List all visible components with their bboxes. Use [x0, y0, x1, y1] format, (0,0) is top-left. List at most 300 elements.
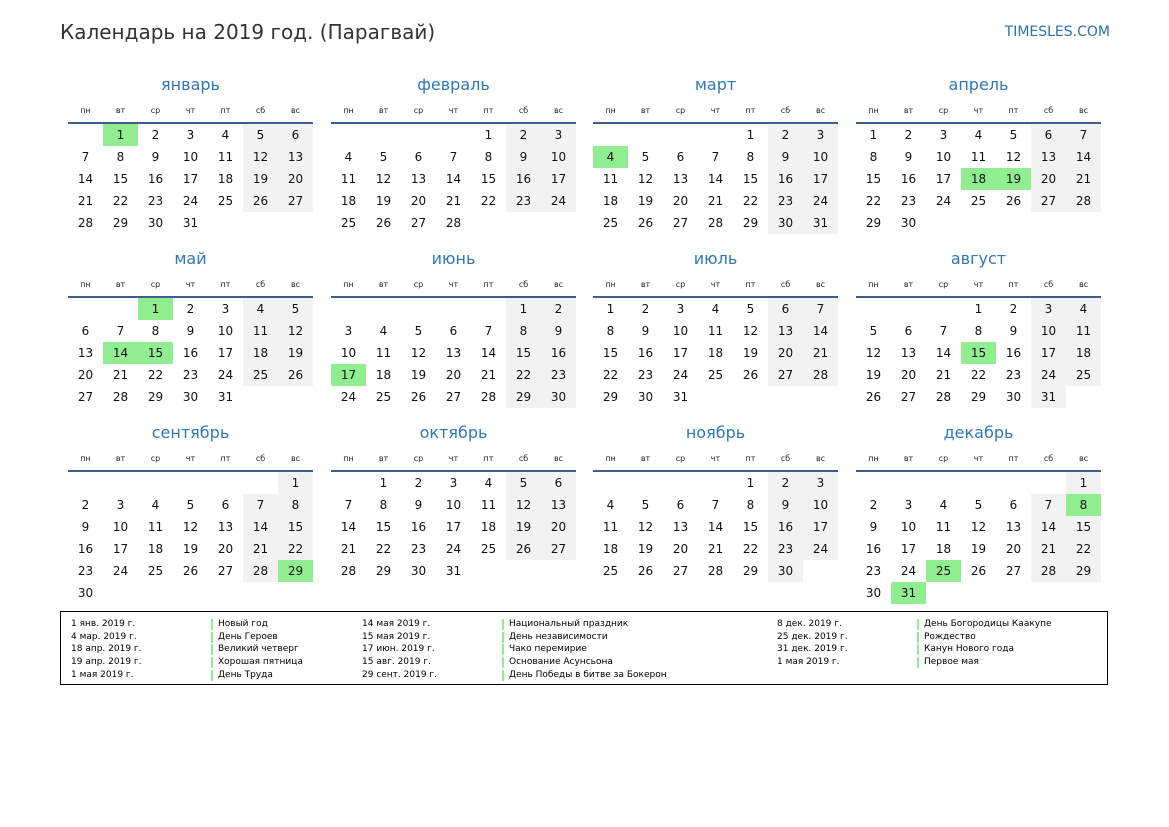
weekday-label: чт: [710, 106, 721, 115]
day-cell: 9: [1009, 324, 1018, 338]
day-cell: 23: [410, 542, 427, 556]
legend-date: 14 мая 2019 г.: [362, 619, 431, 629]
day-cell: 7: [116, 324, 125, 338]
weekday-label: чт: [710, 280, 721, 289]
weekday-label: вт: [640, 280, 651, 289]
day-cell: 1: [506, 298, 541, 320]
day-cell: 6: [1031, 124, 1066, 146]
day-cell: 12: [182, 520, 199, 534]
day-cell: 12: [970, 520, 987, 534]
day-cell: 10: [935, 150, 952, 164]
day-cell: 27: [900, 390, 917, 404]
day-cell: 31: [891, 582, 926, 604]
day-cell: 26: [637, 216, 654, 230]
day-cell: 24: [445, 542, 462, 556]
day-cell: 15: [112, 172, 129, 186]
weekday-label: ср: [675, 280, 686, 289]
day-cell: 26: [970, 564, 987, 578]
day-cell: 9: [869, 520, 878, 534]
day-cell: 8: [116, 150, 125, 164]
day-cell: 3: [939, 128, 948, 142]
day-cell: 21: [1066, 168, 1101, 190]
empty-cell: [628, 472, 663, 494]
legend-item: [777, 618, 1052, 631]
day-grid: [331, 124, 576, 234]
weekday-header: [331, 448, 576, 472]
day-cell: 13: [217, 520, 234, 534]
weekday-label: пт: [1008, 454, 1019, 463]
day-cell: 10: [1031, 320, 1066, 342]
day-cell: 18: [602, 194, 619, 208]
empty-cell: [698, 472, 733, 494]
day-cell: 2: [414, 476, 423, 490]
weekday-label: вс: [815, 454, 826, 463]
day-grid: [856, 298, 1101, 408]
holiday-marker: [502, 657, 504, 668]
legend-item: [71, 669, 303, 682]
empty-cell: [856, 298, 891, 320]
day-cell: 18: [147, 542, 164, 556]
day-cell: 15: [506, 342, 541, 364]
month-9: [68, 418, 313, 604]
weekday-label: ср: [938, 106, 949, 115]
day-cell: 31: [672, 390, 689, 404]
day-cell: 9: [768, 146, 803, 168]
weekday-header: [856, 100, 1101, 124]
day-cell: 24: [935, 194, 952, 208]
day-cell: 8: [484, 150, 493, 164]
day-cell: 21: [480, 368, 497, 382]
weekday-label: сб: [1043, 280, 1054, 289]
day-cell: 23: [768, 538, 803, 560]
weekday-label: чт: [448, 106, 459, 115]
month-11: [593, 418, 838, 582]
day-cell: 31: [445, 564, 462, 578]
day-cell: 13: [672, 520, 689, 534]
day-cell: 26: [506, 538, 541, 560]
weekday-label: пн: [80, 106, 91, 115]
day-cell: 6: [81, 324, 90, 338]
day-cell: 21: [243, 538, 278, 560]
day-cell: 26: [243, 190, 278, 212]
day-cell: 22: [1066, 538, 1101, 560]
day-cell: 15: [865, 172, 882, 186]
day-cell: 18: [1066, 342, 1101, 364]
day-cell: 9: [768, 494, 803, 516]
day-cell: 3: [1031, 298, 1066, 320]
legend-item: [362, 643, 667, 656]
day-cell: 7: [344, 498, 353, 512]
day-cell: 14: [935, 346, 952, 360]
empty-cell: [856, 472, 891, 494]
empty-cell: [891, 298, 926, 320]
empty-cell: [593, 472, 628, 494]
day-cell: 16: [147, 172, 164, 186]
day-cell: 10: [445, 498, 462, 512]
day-cell: 13: [1005, 520, 1022, 534]
day-cell: 19: [637, 542, 654, 556]
empty-cell: [68, 298, 103, 320]
day-cell: 5: [278, 298, 313, 320]
weekday-label: вт: [115, 280, 126, 289]
day-cell: 7: [484, 324, 493, 338]
day-cell: 17: [935, 172, 952, 186]
weekday-header: [593, 448, 838, 472]
day-cell: 4: [1066, 298, 1101, 320]
day-cell: 19: [182, 542, 199, 556]
legend-item: [362, 618, 667, 631]
month-title: май: [174, 249, 207, 268]
day-cell: 5: [414, 324, 423, 338]
day-grid: [68, 298, 313, 408]
holiday-marker: [211, 657, 213, 668]
day-cell: 30: [410, 564, 427, 578]
day-grid: [331, 298, 576, 408]
day-cell: 24: [112, 564, 129, 578]
day-cell: 21: [112, 368, 129, 382]
day-cell: 30: [147, 216, 164, 230]
legend-item: [71, 631, 303, 644]
day-cell: 3: [449, 476, 458, 490]
day-cell: 18: [935, 542, 952, 556]
weekday-label: вт: [640, 106, 651, 115]
legend-column: [362, 618, 667, 681]
day-cell: 14: [1066, 146, 1101, 168]
day-cell: 21: [1031, 538, 1066, 560]
month-title: февраль: [417, 75, 490, 94]
day-cell: 23: [900, 194, 917, 208]
day-cell: 13: [672, 172, 689, 186]
day-cell: 7: [711, 150, 720, 164]
day-cell: 29: [278, 560, 313, 582]
weekday-label: ср: [413, 280, 424, 289]
day-cell: 31: [803, 212, 838, 234]
day-cell: 7: [243, 494, 278, 516]
day-cell: 24: [217, 368, 234, 382]
weekday-label: пт: [745, 106, 756, 115]
holiday-marker: [917, 632, 919, 643]
day-cell: 30: [77, 586, 94, 600]
day-cell: 24: [541, 190, 576, 212]
legend-item: [777, 643, 1052, 656]
day-cell: 30: [768, 560, 803, 582]
day-grid: [593, 298, 838, 408]
day-cell: 25: [602, 564, 619, 578]
day-cell: 4: [344, 150, 353, 164]
day-cell: 6: [676, 150, 685, 164]
day-cell: 3: [904, 498, 913, 512]
day-cell: 17: [217, 346, 234, 360]
weekday-label: ср: [150, 280, 161, 289]
empty-cell: [331, 472, 366, 494]
day-cell: 13: [541, 494, 576, 516]
weekday-label: пт: [483, 454, 494, 463]
day-cell: 10: [900, 520, 917, 534]
legend-holiday-name: Новый год: [218, 619, 268, 629]
legend-date: 15 авг. 2019 г.: [362, 657, 431, 668]
month-title: июнь: [431, 249, 476, 268]
holiday-legend: [60, 611, 1108, 685]
day-cell: 8: [278, 494, 313, 516]
day-cell: 7: [1031, 494, 1066, 516]
day-grid: [331, 472, 576, 582]
holiday-marker: [502, 644, 504, 655]
weekday-label: сб: [255, 280, 266, 289]
weekday-label: ср: [675, 106, 686, 115]
empty-cell: [593, 124, 628, 146]
day-cell: 26: [865, 390, 882, 404]
day-cell: 3: [116, 498, 125, 512]
brand-link[interactable]: TIMESLES.COM: [1004, 24, 1110, 40]
day-cell: 23: [506, 190, 541, 212]
weekday-label: вс: [553, 106, 564, 115]
day-cell: 9: [186, 324, 195, 338]
legend-item: [777, 656, 1052, 669]
day-cell: 12: [410, 346, 427, 360]
day-cell: 28: [112, 390, 129, 404]
day-cell: 7: [81, 150, 90, 164]
month-12: [856, 418, 1101, 604]
day-cell: 3: [541, 124, 576, 146]
day-cell: 27: [768, 364, 803, 386]
weekday-label: вт: [115, 106, 126, 115]
day-cell: 27: [1005, 564, 1022, 578]
weekday-label: чт: [973, 280, 984, 289]
weekday-label: ср: [938, 280, 949, 289]
weekday-label: вс: [815, 106, 826, 115]
day-cell: 20: [445, 368, 462, 382]
weekday-label: вс: [815, 280, 826, 289]
legend-holiday-name: Чако перемирие: [509, 644, 587, 655]
day-cell: 19: [243, 168, 278, 190]
weekday-label: вт: [903, 106, 914, 115]
day-cell: 5: [974, 498, 983, 512]
day-cell: 25: [147, 564, 164, 578]
weekday-header: [593, 274, 838, 298]
holiday-marker: [211, 632, 213, 643]
day-cell: 11: [375, 346, 392, 360]
day-cell: 4: [221, 128, 230, 142]
day-cell: 1: [746, 128, 755, 142]
day-cell: 24: [182, 194, 199, 208]
day-cell: 25: [707, 368, 724, 382]
legend-holiday-name: День независимости: [509, 631, 608, 642]
day-cell: 9: [541, 320, 576, 342]
month-3: [593, 70, 838, 234]
day-cell: 18: [707, 346, 724, 360]
weekday-label: сб: [780, 454, 791, 463]
day-cell: 5: [641, 150, 650, 164]
weekday-label: чт: [973, 454, 984, 463]
weekday-label: вт: [378, 280, 389, 289]
month-5: [68, 244, 313, 408]
weekday-label: ср: [413, 454, 424, 463]
weekday-label: пн: [868, 280, 879, 289]
day-cell: 31: [1031, 386, 1066, 408]
day-cell: 19: [637, 194, 654, 208]
legend-item: [362, 669, 667, 682]
weekday-header: [68, 100, 313, 124]
day-cell: 5: [506, 472, 541, 494]
day-cell: 29: [112, 216, 129, 230]
day-cell: 4: [974, 128, 983, 142]
day-cell: 16: [77, 542, 94, 556]
day-cell: 9: [414, 498, 423, 512]
day-cell: 6: [278, 124, 313, 146]
day-cell: 19: [742, 346, 759, 360]
day-cell: 21: [340, 542, 357, 556]
day-cell: 12: [637, 172, 654, 186]
weekday-label: пт: [220, 454, 231, 463]
day-cell: 8: [1066, 494, 1101, 516]
day-cell: 26: [375, 216, 392, 230]
day-cell: 10: [182, 150, 199, 164]
weekday-label: вт: [903, 454, 914, 463]
day-cell: 25: [480, 542, 497, 556]
page-title: Календарь на 2019 год. (Парагвай): [60, 20, 436, 44]
day-cell: 27: [672, 564, 689, 578]
day-cell: 26: [410, 390, 427, 404]
day-cell: 29: [1066, 560, 1101, 582]
day-cell: 25: [1066, 364, 1101, 386]
month-1: [68, 70, 313, 234]
day-cell: 20: [1031, 168, 1066, 190]
day-cell: 14: [445, 172, 462, 186]
day-cell: 28: [935, 390, 952, 404]
day-cell: 13: [1031, 146, 1066, 168]
day-cell: 1: [869, 128, 878, 142]
weekday-label: пт: [483, 106, 494, 115]
weekday-label: сб: [255, 106, 266, 115]
legend-holiday-name: День Труда: [218, 669, 273, 680]
month-title: апрель: [948, 75, 1009, 94]
weekday-label: пт: [483, 280, 494, 289]
day-cell: 18: [217, 172, 234, 186]
weekday-label: ср: [675, 454, 686, 463]
day-cell: 27: [1031, 190, 1066, 212]
day-cell: 22: [742, 194, 759, 208]
day-cell: 13: [278, 146, 313, 168]
legend-date: 8 дек. 2019 г.: [777, 619, 842, 629]
day-cell: 18: [375, 368, 392, 382]
holiday-marker: [917, 619, 919, 630]
day-cell: 22: [602, 368, 619, 382]
day-cell: 2: [904, 128, 913, 142]
day-cell: 10: [803, 146, 838, 168]
day-cell: 14: [103, 342, 138, 364]
legend-column: [777, 618, 1052, 669]
empty-cell: [243, 472, 278, 494]
day-cell: 17: [331, 364, 366, 386]
holiday-marker: [502, 670, 504, 681]
day-cell: 16: [506, 168, 541, 190]
day-cell: 18: [961, 168, 996, 190]
month-title: март: [694, 75, 737, 94]
day-cell: 16: [768, 516, 803, 538]
day-cell: 27: [541, 538, 576, 560]
day-cell: 7: [803, 298, 838, 320]
day-cell: 15: [961, 342, 996, 364]
day-cell: 22: [278, 538, 313, 560]
day-cell: 10: [541, 146, 576, 168]
day-cell: 20: [672, 542, 689, 556]
empty-cell: [68, 472, 103, 494]
day-cell: 6: [1009, 498, 1018, 512]
day-cell: 14: [803, 320, 838, 342]
weekday-label: вс: [1078, 454, 1089, 463]
legend-holiday-name: Рождество: [924, 631, 976, 642]
holiday-marker: [211, 670, 213, 681]
day-cell: 4: [484, 476, 493, 490]
day-cell: 18: [602, 542, 619, 556]
weekday-label: сб: [518, 454, 529, 463]
day-cell: 17: [803, 516, 838, 538]
weekday-label: чт: [973, 106, 984, 115]
day-cell: 25: [970, 194, 987, 208]
weekday-label: пт: [745, 454, 756, 463]
day-cell: 12: [243, 146, 278, 168]
day-cell: 15: [138, 342, 173, 364]
day-cell: 29: [375, 564, 392, 578]
day-cell: 9: [904, 150, 913, 164]
day-cell: 16: [637, 346, 654, 360]
legend-item: [71, 618, 303, 631]
day-cell: 27: [278, 190, 313, 212]
day-cell: 15: [480, 172, 497, 186]
month-8: [856, 244, 1101, 408]
day-cell: 2: [768, 124, 803, 146]
day-cell: 16: [1005, 346, 1022, 360]
day-cell: 5: [379, 150, 388, 164]
empty-cell: [366, 298, 401, 320]
day-cell: 12: [742, 324, 759, 338]
month-7: [593, 244, 838, 408]
day-cell: 11: [602, 520, 619, 534]
day-cell: 7: [1066, 124, 1101, 146]
weekday-label: сб: [780, 106, 791, 115]
day-cell: 25: [602, 216, 619, 230]
day-cell: 23: [1005, 368, 1022, 382]
day-cell: 1: [1066, 472, 1101, 494]
holiday-marker: [502, 619, 504, 630]
weekday-header: [856, 274, 1101, 298]
day-cell: 22: [865, 194, 882, 208]
day-cell: 12: [375, 172, 392, 186]
day-cell: 18: [340, 194, 357, 208]
day-cell: 10: [112, 520, 129, 534]
empty-cell: [1031, 472, 1066, 494]
weekday-label: пт: [220, 280, 231, 289]
day-cell: 29: [865, 216, 882, 230]
day-cell: 3: [344, 324, 353, 338]
day-cell: 8: [746, 150, 755, 164]
weekday-label: чт: [185, 280, 196, 289]
weekday-label: чт: [448, 280, 459, 289]
legend-holiday-name: Первое мая: [924, 657, 979, 668]
day-cell: 8: [974, 324, 983, 338]
month-title: август: [950, 249, 1007, 268]
day-cell: 21: [77, 194, 94, 208]
day-cell: 5: [243, 124, 278, 146]
day-cell: 28: [77, 216, 94, 230]
month-title: июль: [693, 249, 738, 268]
weekday-label: пн: [605, 280, 616, 289]
day-cell: 6: [676, 498, 685, 512]
day-cell: 3: [676, 302, 685, 316]
day-cell: 17: [541, 168, 576, 190]
day-cell: 1: [974, 302, 983, 316]
weekday-label: вс: [1078, 280, 1089, 289]
